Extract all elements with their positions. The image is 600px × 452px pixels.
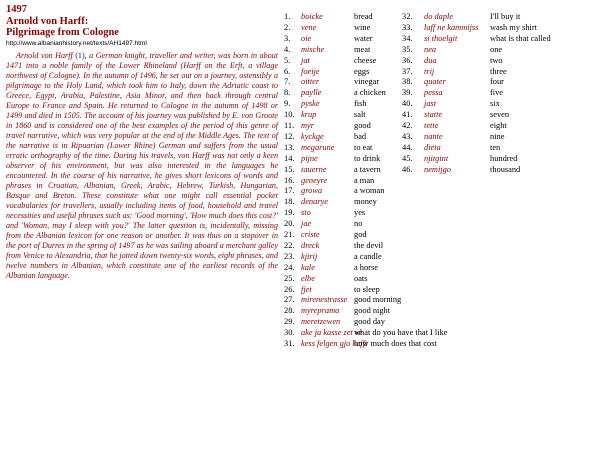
- albanian-word: quater: [424, 77, 446, 87]
- vocab-number: 41.: [402, 110, 413, 120]
- vocab-number: 21.: [284, 230, 295, 239]
- source-url-link[interactable]: http://www.albanianhistory.net/texts/AH1497.html: [6, 40, 147, 47]
- english-meaning: what do you have that I like: [354, 328, 448, 338]
- vocab-number: 8.: [284, 88, 291, 98]
- vocab-number: 32.: [402, 12, 413, 21]
- english-meaning: wine: [354, 22, 371, 32]
- albanian-word: denarye: [301, 197, 328, 207]
- english-meaning: six: [490, 99, 500, 109]
- vocab-number: 15.: [284, 164, 295, 174]
- albanian-word: kale: [301, 262, 315, 272]
- albanian-word: mische: [301, 44, 325, 54]
- albanian-word: fjet: [301, 284, 312, 294]
- title-line-1: Arnold von Harff:: [6, 16, 89, 27]
- vocab-number: 6.: [284, 66, 291, 76]
- english-meaning: vinegar: [354, 77, 380, 87]
- albanian-word: njitgint: [424, 153, 449, 163]
- english-meaning: hundred: [490, 153, 518, 163]
- albanian-word: dua: [424, 55, 437, 65]
- english-meaning: how much does that cost: [354, 339, 437, 348]
- albanian-word: jat: [301, 55, 310, 65]
- albanian-word: boicke: [301, 12, 323, 21]
- english-meaning: three: [490, 66, 507, 76]
- albanian-word: pijne: [301, 153, 318, 163]
- albanian-word: dreck: [301, 240, 320, 250]
- vocab-number: 44.: [402, 142, 413, 152]
- albanian-word: do daple: [424, 12, 454, 21]
- albanian-word: ake ja kasse zet ve: [301, 328, 363, 338]
- english-meaning: seven: [490, 110, 510, 120]
- vocab-number: 33.: [402, 22, 413, 32]
- english-meaning: five: [490, 88, 504, 98]
- english-meaning: wash my shirt: [490, 22, 537, 32]
- english-meaning: fish: [354, 99, 367, 109]
- albanian-word: si thoelgit: [424, 33, 458, 43]
- albanian-word: meretzewen: [301, 317, 341, 327]
- english-meaning: a man: [354, 175, 375, 185]
- vocab-number: 27.: [284, 295, 295, 305]
- vocab-number: 20.: [284, 219, 295, 229]
- albanian-word: nante: [424, 131, 443, 141]
- vocab-number: 40.: [402, 99, 413, 109]
- vocab-number: 31.: [284, 339, 295, 348]
- vocab-number: 34.: [402, 33, 413, 43]
- english-meaning: water: [354, 33, 373, 43]
- english-meaning: eggs: [354, 66, 370, 76]
- english-meaning: bread: [354, 12, 373, 21]
- vocab-number: 18.: [284, 197, 295, 207]
- vocab-number: 4.: [284, 44, 291, 54]
- english-meaning: good: [354, 121, 371, 130]
- vocab-number: 1.: [284, 12, 291, 21]
- english-meaning: a chicken: [354, 88, 386, 98]
- english-meaning: to eat: [354, 142, 373, 152]
- year-heading: 1497: [6, 4, 27, 15]
- vocab-number: 42.: [402, 121, 413, 130]
- english-meaning: meat: [354, 44, 371, 54]
- albanian-word: jae: [301, 219, 312, 229]
- intro-panel: [6, 4, 278, 281]
- vocab-number: 3.: [284, 33, 291, 43]
- english-meaning: two: [490, 55, 503, 65]
- vocab-number: 12.: [284, 131, 295, 141]
- albanian-word: nea: [424, 44, 437, 54]
- english-meaning: a tavern: [354, 164, 381, 174]
- albanian-word: trij: [424, 66, 435, 76]
- albanian-word: sto: [301, 208, 311, 218]
- vocab-number: 25.: [284, 273, 295, 283]
- english-meaning: oats: [354, 273, 368, 283]
- vocab-number: 39.: [402, 88, 413, 98]
- english-meaning: one: [490, 44, 503, 54]
- vocab-number: 16.: [284, 175, 295, 185]
- vocab-number: 17.: [284, 186, 295, 196]
- vocab-number: 2.: [284, 22, 291, 32]
- vocab-number: 24.: [284, 262, 295, 272]
- vocab-list-2: [402, 12, 598, 212]
- vocab-number: 26.: [284, 284, 295, 294]
- title-line-2: Pilgrimage from Cologne: [6, 27, 119, 38]
- albanian-word: elbe: [301, 273, 315, 283]
- vocab-number: 29.: [284, 317, 295, 327]
- vocab-number: 22.: [284, 240, 295, 250]
- vocab-number: 36.: [402, 55, 413, 65]
- english-meaning: the devil: [354, 240, 384, 250]
- albanian-word: paylle: [301, 88, 322, 98]
- albanian-word: laff ne kammijss: [424, 22, 479, 32]
- albanian-word: criste: [301, 230, 320, 239]
- english-meaning: no: [354, 219, 363, 229]
- english-meaning: salt: [354, 110, 366, 120]
- albanian-word: mirenestrasse: [301, 295, 348, 305]
- english-meaning: thousand: [490, 164, 521, 174]
- english-meaning: yes: [354, 208, 366, 218]
- intro-text-rest: , a German knight, traveller and writer, was born in about 1471 into a noble family of the Lower Rhineland (Harff on the Erft, a village northwest of Cologne). In the autumn of 1496, he set out on a journey, ostensibly a pilgrimage to the Holy Land, which took him to Italy, down the Adriatic coast to Greece, Egypt, Arabia, Palestine, Asia Minor, and then back through central Europe to France and Spain. He returned to Cologne in the autumn of 1498 or 1499 and died in 1505. The account of his journey was published by E. von Groote in 1860 and is considered one of the best examples of the period of this genre of travel narrative, which was very popular at the end of the Middle Ages. The text of the narrative is in Ripuarian (Lower Rhine) German and suffers from the usual erratic orthography of the time. During his travels, von Harff was not only a keen observer of his environment, but was also interested in the languages he encountered. In the course of his narrative, he gives short lexicons of words and phrases in Croatian, Albanian, Greek, Arabic, Hebrew, Turkish, Hungarian, Basque and Breton. These constitute what one might call essential pocket vocabularies for travellers, usually including items of food, household and travel necessities and useful phrases such as: 'Good morning', 'How much does this cost?' and 'Woman, may I sleep with you?' The latter question is, incidentally, missing from the Albanian lexicon for one reason or another. It was thus on a stopover in the port of Durres in the spring of 1497 as he was sailing aboard a merchant galley from Venice to Alexandria, that he jotted down twenty-six words, eight phrases, and twelve numbers in Albanian, which constitute one of the earliest records of the Albanian language.: [6, 51, 278, 280]
- albanian-word: megarune: [301, 142, 335, 152]
- english-meaning: good day: [354, 317, 385, 327]
- intro-paragraph: [6, 51, 278, 281]
- vocab-number: 28.: [284, 306, 295, 316]
- vocab-number: 14.: [284, 153, 295, 163]
- albanian-word: pessa: [424, 88, 443, 98]
- albanian-word: geneyre: [301, 175, 328, 185]
- english-meaning: good morning: [354, 295, 402, 305]
- english-meaning: nine: [490, 131, 505, 141]
- vocab-number: 38.: [402, 77, 413, 87]
- albanian-word: foeije: [301, 66, 320, 76]
- english-meaning: a candle: [354, 251, 382, 261]
- albanian-word: oitter: [301, 77, 320, 87]
- vocab-number: 46.: [402, 164, 413, 174]
- albanian-word: kjirij: [301, 251, 318, 261]
- vocab-number: 23.: [284, 251, 295, 261]
- english-meaning: to sleep: [354, 284, 380, 294]
- intro-text-start: Arnold von Harff: [16, 51, 76, 60]
- vocab-number: 7.: [284, 77, 291, 87]
- vocab-number: 11.: [284, 121, 295, 130]
- vocab-number: 9.: [284, 99, 291, 109]
- albanian-word: myreprama: [301, 306, 340, 316]
- english-meaning: a horse: [354, 262, 378, 272]
- albanian-word: growa: [301, 186, 323, 196]
- vocab-number: 19.: [284, 208, 295, 218]
- albanian-word: dieta: [424, 142, 441, 152]
- english-meaning: god: [354, 230, 367, 239]
- english-meaning: I'll buy it: [490, 12, 521, 21]
- vocab-number: 13.: [284, 142, 295, 152]
- albanian-word: nemijgo: [424, 164, 451, 174]
- vocab-number: 45.: [402, 153, 413, 163]
- vocab-number: 30.: [284, 328, 295, 338]
- english-meaning: ten: [490, 142, 501, 152]
- english-meaning: cheese: [354, 55, 377, 65]
- english-meaning: to drink: [354, 153, 381, 163]
- albanian-word: oie: [301, 33, 312, 43]
- albanian-word: pyske: [301, 99, 320, 109]
- vocab-number: 5.: [284, 55, 291, 65]
- english-meaning: money: [354, 197, 377, 207]
- albanian-word: kyckge: [301, 131, 324, 141]
- albanian-word: myr: [301, 121, 315, 130]
- english-meaning: a woman: [354, 186, 385, 196]
- english-meaning: what is that called: [490, 33, 551, 43]
- vocab-number: 35.: [402, 44, 413, 54]
- vocab-number: 37.: [402, 66, 413, 76]
- footnote-link[interactable]: (1): [75, 51, 85, 60]
- albanian-word: tette: [424, 121, 439, 130]
- albanian-word: krup: [301, 110, 317, 120]
- albanian-word: tauerne: [301, 164, 327, 174]
- albanian-word: vene: [301, 22, 317, 32]
- english-meaning: bad: [354, 131, 367, 141]
- english-meaning: good night: [354, 306, 391, 316]
- vocab-number: 10.: [284, 110, 295, 120]
- english-meaning: four: [490, 77, 504, 87]
- albanian-word: kess felgen gjo kafft: [301, 339, 368, 348]
- albanian-word: jast: [424, 99, 437, 109]
- vocab-number: 43.: [402, 131, 413, 141]
- albanian-word: statte: [424, 110, 443, 120]
- english-meaning: eight: [490, 121, 507, 130]
